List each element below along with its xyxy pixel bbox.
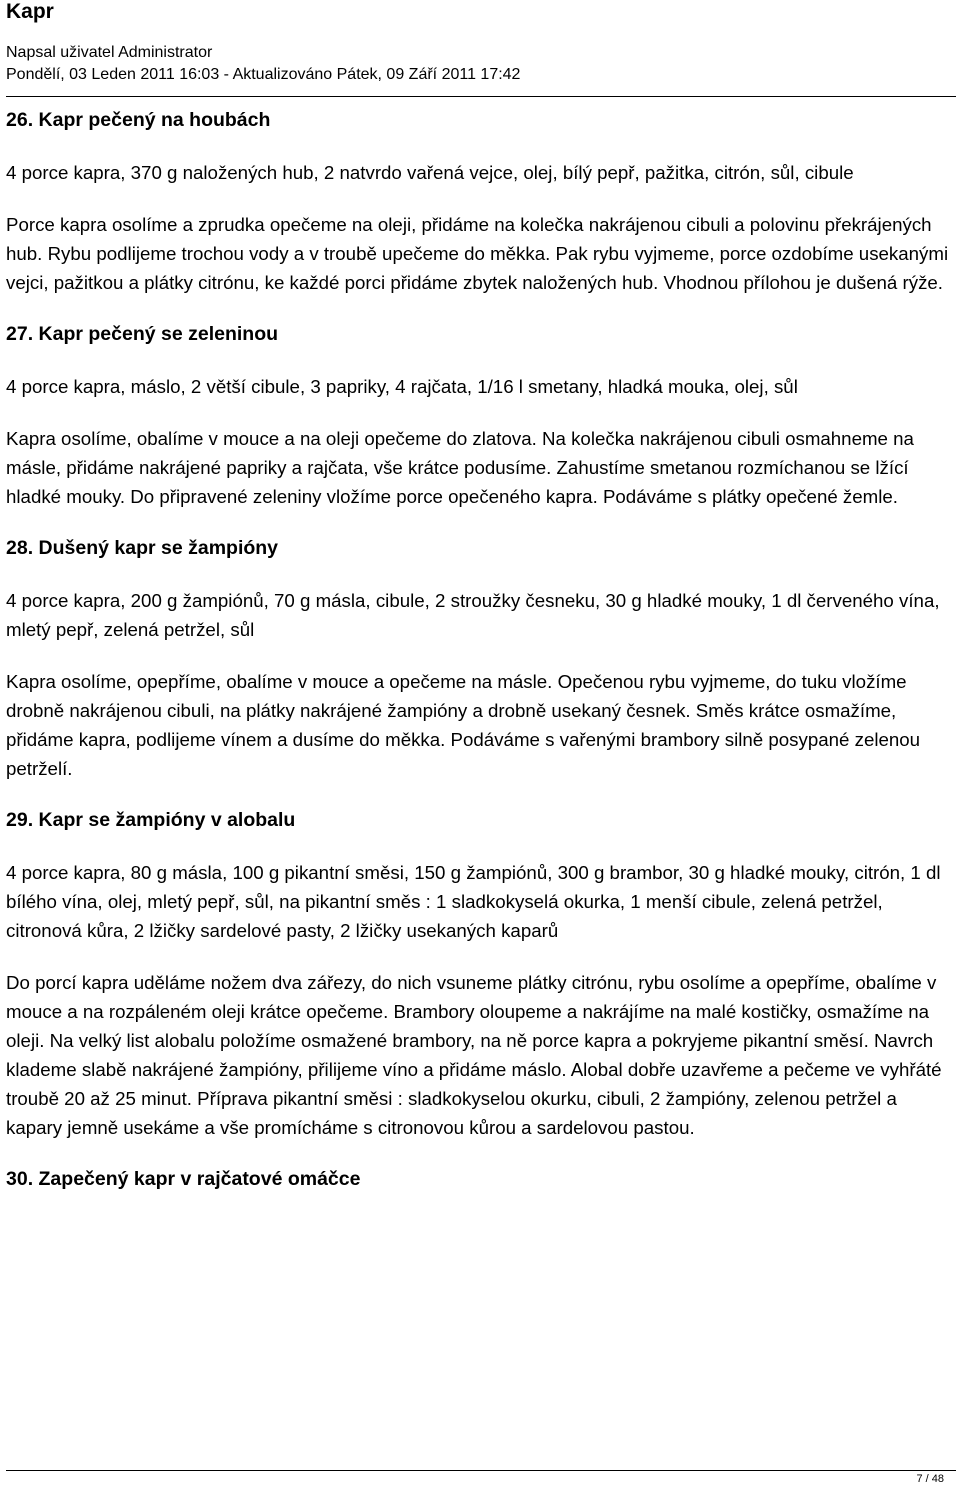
article-body: [6, 106, 956, 1194]
recipe-method: Kapra osolíme, obalíme v mouce a na oleji opečeme do zlatova. Na kolečka nakrájenou cibuli osmahneme na másle, přidáme nakrájené papriky a rajčata, vše krátce podusíme. Zahustíme smetanou rozmíchanou se lžící hladké mouky. Do připravené zeleniny vložíme porce opečeného kapra. Podáváme s plátky opečené žemle.: [6, 428, 914, 507]
recipe-method: Kapra osolíme, opepříme, obalíme v mouce a opečeme na másle. Opečenou rybu vyjmeme, do tuku vložíme drobně nakrájenou cibuli, na plátky nakrájené žampióny a drobně usekaný česnek. Směs krátce osmažíme, přidáme kapra, podlijeme vínem a dusíme do měkka. Podáváme s vařenými brambory silně posypané zelenou petrželí.: [6, 671, 921, 779]
author-line: Napsal uživatel Administrator: [6, 44, 213, 61]
page-title: Kapr: [6, 0, 54, 23]
recipe-title: 27. Kapr pečený se zeleninou: [6, 323, 279, 345]
recipe-method: Porce kapra osolíme a zprudka opečeme na oleji, přidáme na kolečka nakrájenou cibuli a polovinu překrájených hub. Rybu podlijeme trochou vody a v troubě upečeme do měkka. Pak rybu vyjmeme, porce ozdobíme usekanými vejci, pažitkou a plátky citrónu, ke každé porci přidáme zbytek naložených hub. Vhodnou přílohou je dušená rýže.: [6, 214, 949, 293]
recipe-title: 28. Dušený kapr se žampióny: [6, 537, 279, 559]
page-number: 7 / 48: [916, 1473, 944, 1485]
footer-divider: [6, 1470, 956, 1471]
page-header: [6, 0, 956, 86]
recipe-title: 26. Kapr pečený na houbách: [6, 109, 271, 131]
recipe-ingredients: 4 porce kapra, 370 g naložených hub, 2 natvrdo vařená vejce, olej, bílý pepř, pažitka, citrón, sůl, cibule: [6, 162, 854, 183]
recipe-ingredients: 4 porce kapra, máslo, 2 větší cibule, 3 papriky, 4 rajčata, 1/16 l smetany, hladká mouka, olej, sůl: [6, 376, 798, 397]
recipe-title: 30. Zapečený kapr v rajčatové omáčce: [6, 1168, 361, 1190]
recipe-ingredients: 4 porce kapra, 80 g másla, 100 g pikantní směsi, 150 g žampiónů, 300 g brambor, 30 g hladké mouky, citrón, 1 dl bílého vína, olej, mletý pepř, sůl, na pikantní směs : 1 sladkokyselá okurka, 1 menší cibule, zelená petržel, citronová kůra, 2 lžičky sardelové pasty, 2 lžičky usekaných kaparů: [6, 862, 941, 941]
header-divider: [6, 96, 956, 97]
recipe-method: Do porcí kapra uděláme nožem dva zářezy, do nich vsuneme plátky citrónu, rybu osolíme a opepříme, obalíme v mouce a na rozpáleném oleji krátce opečeme. Brambory oloupeme a nakrájíme na malé kostičky, osmažíme na oleji. Na velký list alobalu položíme osmažené brambory, na ně porce kapra a pokryjeme pikantní směsí. Navrch klademe slabě nakrájené žampióny, přilijeme víno a přidáme máslo. Alobal dobře uzavřeme a pečeme ve vyhřáté troubě 20 až 25 minut. Příprava pikantní směsi : sladkokyselou okurku, cibuli, 2 žampióny, zelenou petržel a kapary jemně usekáme a vše promícháme s citronovou kůrou a sardelovou pastou.: [6, 972, 942, 1138]
recipe-title: 29. Kapr se žampióny v alobalu: [6, 809, 296, 831]
date-line: Pondělí, 03 Leden 2011 16:03 - Aktualizováno Pátek, 09 Září 2011 17:42: [6, 66, 521, 83]
recipe-ingredients: 4 porce kapra, 200 g žampiónů, 70 g másla, cibule, 2 stroužky česneku, 30 g hladké mouky, 1 dl červeného vína, mletý pepř, zelená petržel, sůl: [6, 590, 940, 640]
